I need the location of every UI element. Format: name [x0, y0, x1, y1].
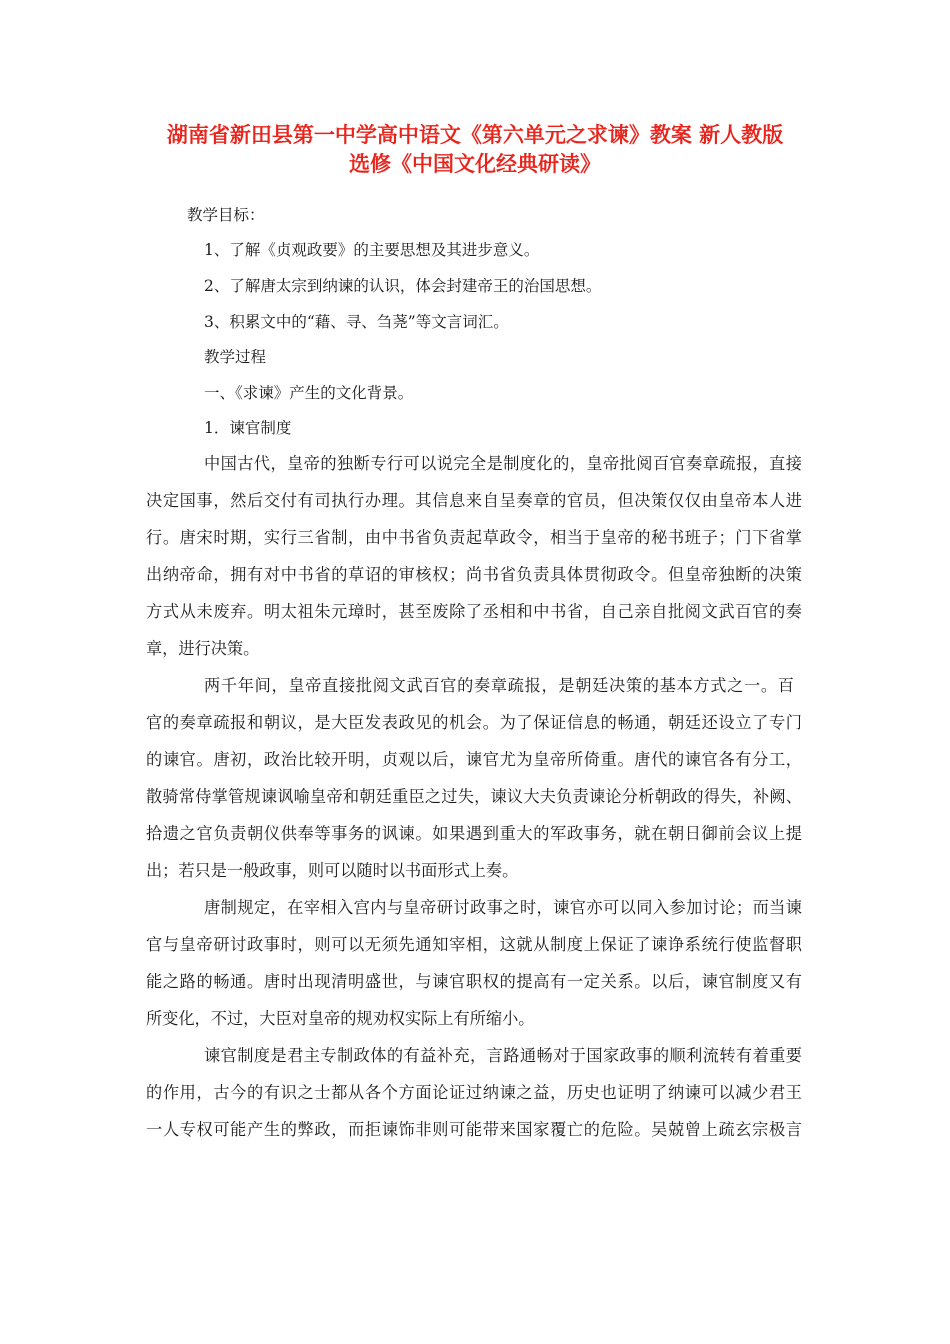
objective-item: 1、了解《贞观政要》的主要思想及其进步意义。 [204, 241, 540, 259]
paragraph-1-line: 章，进行决策。 [146, 639, 260, 658]
paragraph-1-line: 决定国事，然后交付有司执行办理。其信息来自呈奏章的官员，但决策仅仅由皇帝本人进 [146, 491, 802, 510]
paragraph-3-line: 所变化，不过，大臣对皇帝的规劝权实际上有所缩小。 [146, 1009, 535, 1028]
objective-item: 2、了解唐太宗到纳谏的认识，体会封建帝王的治国思想。 [204, 277, 602, 295]
paragraph-4-line: 谏官制度是君主专制政体的有益补充，言路通畅对于国家政事的顺利流转有着重要 [204, 1046, 802, 1065]
paragraph-3-line: 能之路的畅通。唐时出现清明盛世，与谏官职权的提高有一定关系。以后，谏官制度又有 [146, 972, 802, 991]
paragraph-1-line: 出纳帝命，拥有对中书省的草诏的审核权；尚书省负责具体贯彻政令。但皇帝独断的决策 [146, 565, 802, 584]
section-heading: 一、《求谏》产生的文化背景。 [204, 384, 414, 402]
objectives-heading: 教学目标： [187, 206, 265, 224]
subsection-heading: 1．谏官制度 [204, 419, 292, 437]
document-title-line-2: 选修《中国文化经典研读》 [349, 152, 601, 176]
process-heading: 教学过程 [204, 348, 267, 366]
paragraph-4-line: 的作用，古今的有识之士都从各个方面论证过纳谏之益，历史也证明了纳谏可以减少君王 [146, 1083, 802, 1102]
paragraph-1-line: 中国古代，皇帝的独断专行可以说完全是制度化的，皇帝批阅百官奏章疏报，直接 [204, 454, 802, 473]
paragraph-2-line: 散骑常侍掌管规谏讽喻皇帝和朝廷重臣之过失，谏议大夫负责谏论分析朝政的得失，补阙、 [146, 787, 802, 806]
paragraph-2-line: 拾遗之官负责朝仪供奉等事务的讽谏。如果遇到重大的军政事务，就在朝日御前会议上提 [146, 824, 802, 843]
paragraph-2-line: 的谏官。唐初，政治比较开明，贞观以后，谏官尤为皇帝所倚重。唐代的谏官各有分工， [146, 750, 802, 769]
paragraph-1-line: 方式从未废弃。明太祖朱元璋时，甚至废除了丞相和中书省，自己亲自批阅文武百官的奏 [146, 602, 802, 621]
paragraph-2-line: 出；若只是一般政事，则可以随时以书面形式上奏。 [146, 861, 519, 880]
paragraph-4-line: 一人专权可能产生的弊政，而拒谏饰非则可能带来国家覆亡的危险。吴兢曾上疏玄宗极言 [146, 1120, 802, 1139]
paragraph-2-line: 官的奏章疏报和朝议，是大臣发表政见的机会。为了保证信息的畅通，朝廷还设立了专门 [146, 713, 802, 732]
document-title-line-1: 湖南省新田县第一中学高中语文《第六单元之求谏》教案 新人教版 [166, 123, 784, 147]
objective-item: 3、积累文中的“藉、寻、刍荛”等文言词汇。 [204, 313, 509, 331]
paragraph-1-line: 行。唐宋时期，实行三省制，由中书省负责起草政令，相当于皇帝的秘书班子；门下省掌 [146, 528, 802, 547]
paragraph-2-line: 两千年间，皇帝直接批阅文武百官的奏章疏报，是朝廷决策的基本方式之一。百 [204, 676, 794, 695]
paragraph-3-line: 官与皇帝研讨政事时，则可以无须先通知宰相，这就从制度上保证了谏诤系统行使监督职 [146, 935, 802, 954]
paragraph-3-line: 唐制规定，在宰相入宫内与皇帝研讨政事之时，谏官亦可以同入参加讨论；而当谏 [204, 898, 802, 917]
